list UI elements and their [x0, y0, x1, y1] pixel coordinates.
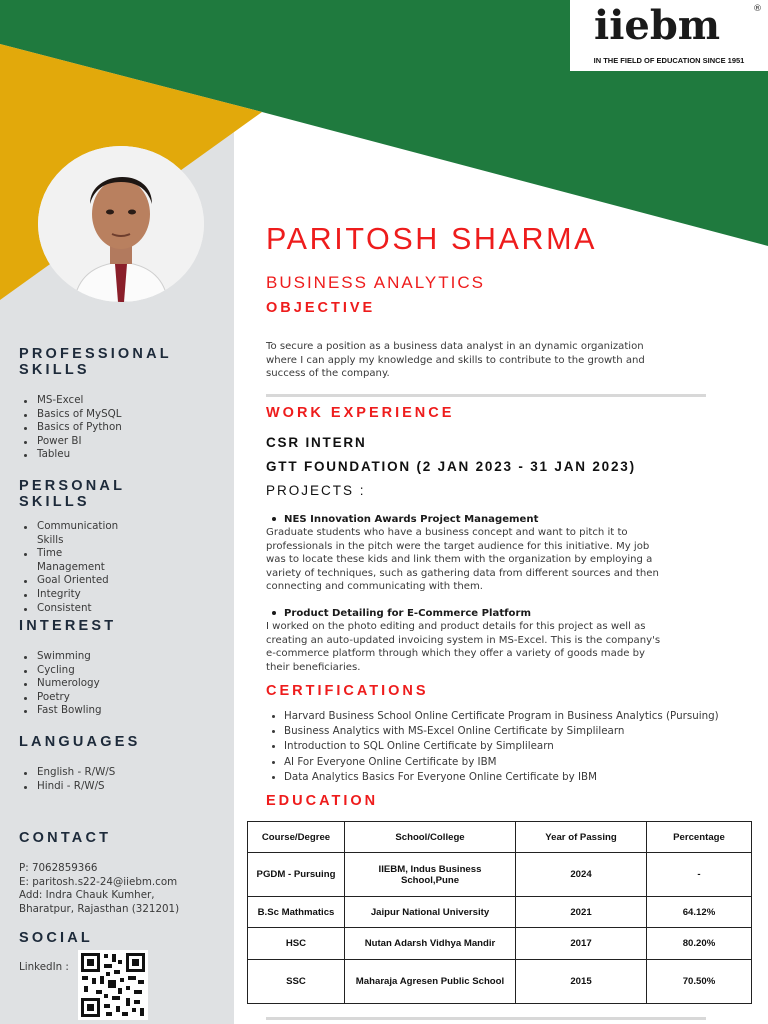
- education-heading: EDUCATION: [266, 793, 379, 809]
- table-cell: 2017: [516, 928, 647, 960]
- qr-code-icon: [78, 950, 148, 1020]
- languages-heading: LANGUAGES: [19, 734, 141, 750]
- job-position: CSR INTERN: [266, 435, 367, 450]
- project-line: professionals in the pitch were the target audience for this initiative. My job: [266, 540, 650, 552]
- school-line: IIEBM, Indus Business: [378, 863, 482, 875]
- table-cell: SSC: [248, 960, 345, 1004]
- logo-registered-mark: ®: [753, 4, 762, 14]
- project-title: NES Innovation Awards Project Management: [266, 513, 686, 526]
- contact-phone: P: 7062859366: [19, 862, 98, 874]
- column-header: Year of Passing: [516, 822, 647, 853]
- list-item: AI For Everyone Online Certificate by IBM: [270, 755, 719, 770]
- list-item: Goal Oriented: [22, 574, 132, 588]
- list-item: Fast Bowling: [22, 704, 102, 718]
- list-item: Basics of MySQL: [22, 408, 122, 422]
- languages-list: [22, 766, 115, 793]
- project-item: [266, 607, 686, 674]
- iiebm-logo: [570, 0, 768, 71]
- project-line: their beneficiaries.: [266, 661, 361, 673]
- project-item: [266, 513, 686, 593]
- table-cell: -: [647, 853, 752, 897]
- logo-tagline: IN THE FIELD OF EDUCATION SINCE 1951: [593, 56, 745, 65]
- table-row: [248, 928, 752, 960]
- certifications-list: [270, 709, 719, 785]
- school-line: School,Pune: [400, 874, 460, 886]
- personal-skills-heading-line2: SKILLS: [19, 494, 90, 510]
- table-cell: B.Sc Mathmatics: [248, 897, 345, 928]
- contact-details: [19, 862, 179, 916]
- column-header: Course/Degree: [248, 822, 345, 853]
- candidate-role: BUSINESS ANALYTICS: [266, 273, 485, 292]
- table-cell: Jaipur National University: [345, 897, 516, 928]
- list-item: Numerology: [22, 677, 102, 691]
- list-item: Time Management: [22, 547, 132, 574]
- professional-skills-heading: [19, 346, 172, 378]
- table-cell: 2024: [516, 853, 647, 897]
- list-item: Introduction to SQL Online Certificate by Simplilearn: [270, 739, 719, 754]
- list-item: Swimming: [22, 650, 102, 664]
- list-item: Harvard Business School Online Certificate Program in Business Analytics (Pursuing): [270, 709, 719, 724]
- project-line: creating an auto-updated invoicing system in MS-Excel. This is the company's: [266, 634, 661, 646]
- list-item: Basics of Python: [22, 421, 122, 435]
- project-line: was to locate these kids and link them with the organization by employing a: [266, 554, 653, 566]
- personal-skills-heading-line1: PERSONAL: [19, 478, 126, 494]
- list-item: Data Analytics Basics For Everyone Online Certificate by IBM: [270, 770, 719, 785]
- list-item: Consistent: [22, 602, 132, 616]
- contact-email: E: paritosh.s22-24@iiebm.com: [19, 875, 178, 888]
- column-header: Percentage: [647, 822, 752, 853]
- table-cell: Nutan Adarsh Vidhya Mandir: [345, 928, 516, 960]
- table-cell: 70.50%: [647, 960, 752, 1004]
- logo-wordmark: iiebm: [594, 2, 721, 49]
- project-line: variety of techniques, such as gathering data from different sources and then: [266, 567, 659, 579]
- list-item: Power BI: [22, 435, 122, 449]
- list-item: Poetry: [22, 691, 102, 705]
- professional-skills-heading-line1: PROFESSIONAL: [19, 346, 172, 362]
- social-heading: SOCIAL: [19, 930, 93, 946]
- contact-heading: CONTACT: [19, 830, 112, 846]
- table-cell: 80.20%: [647, 928, 752, 960]
- project-title: Product Detailing for E-Commerce Platform: [266, 607, 686, 620]
- contact-address-line1: Add: Indra Chauk Kumher,: [19, 889, 155, 902]
- profile-photo-icon: [38, 146, 204, 302]
- list-item: English - R/W/S: [22, 766, 115, 780]
- objective-line: where I can apply my knowledge and skills to contribute to the growth and: [266, 354, 645, 366]
- table-cell: 2021: [516, 897, 647, 928]
- work-experience-heading: WORK EXPERIENCE: [266, 405, 455, 421]
- list-item: Communication Skills: [22, 520, 132, 547]
- table-cell: 64.12%: [647, 897, 752, 928]
- certifications-heading: CERTIFICATIONS: [266, 683, 429, 699]
- table-cell: 2015: [516, 960, 647, 1004]
- personal-skills-list: [22, 520, 132, 615]
- objective-line: To secure a position as a business data analyst in an dynamic organization: [266, 341, 644, 352]
- list-item: Cycling: [22, 664, 102, 678]
- project-line: connecting and communicating with them.: [266, 581, 483, 593]
- education-table: [247, 821, 752, 1004]
- job-organization: GTT FOUNDATION (2 JAN 2023 - 31 JAN 2023): [266, 459, 636, 474]
- candidate-name: PARITOSH SHARMA: [266, 222, 598, 256]
- section-divider: [266, 394, 706, 397]
- projects-label: PROJECTS :: [266, 483, 366, 498]
- contact-address-line2: Bharatpur, Rajasthan (321201): [19, 902, 180, 915]
- list-item: Hindi - R/W/S: [22, 780, 115, 794]
- project-line: I worked on the photo editing and product details for this project as well as: [266, 621, 646, 633]
- personal-skills-heading: [19, 478, 125, 510]
- professional-skills-list: [22, 394, 122, 462]
- table-cell: Maharaja Agresen Public School: [345, 960, 516, 1004]
- column-header: School/College: [345, 822, 516, 853]
- linkedin-qr-code[interactable]: [78, 950, 148, 1020]
- section-divider: [266, 1017, 706, 1020]
- linkedin-label: LinkedIn :: [19, 961, 69, 973]
- list-item: Business Analytics with MS-Excel Online Certificate by Simplilearn: [270, 724, 719, 739]
- objective-text: [266, 340, 696, 381]
- interest-list: [22, 650, 102, 718]
- project-line: Graduate students who have a business concept and want to pitch it to: [266, 527, 628, 539]
- professional-skills-heading-line2: SKILLS: [19, 362, 90, 378]
- list-item: MS-Excel: [22, 394, 122, 408]
- project-line: e-commerce platform through which they offer a variety of goods made by: [266, 648, 646, 660]
- list-item: Tableu: [22, 448, 122, 462]
- table-cell: [345, 853, 516, 897]
- table-cell: HSC: [248, 928, 345, 960]
- profile-photo: [38, 146, 204, 302]
- table-cell: PGDM - Pursuing: [248, 853, 345, 897]
- table-row: [248, 853, 752, 897]
- table-row: [248, 960, 752, 1004]
- interest-heading: INTEREST: [19, 618, 117, 634]
- list-item: Integrity: [22, 588, 132, 602]
- objective-line: success of the company.: [266, 368, 390, 380]
- table-row: [248, 897, 752, 928]
- objective-heading: OBJECTIVE: [266, 300, 376, 316]
- table-header-row: [248, 822, 752, 853]
